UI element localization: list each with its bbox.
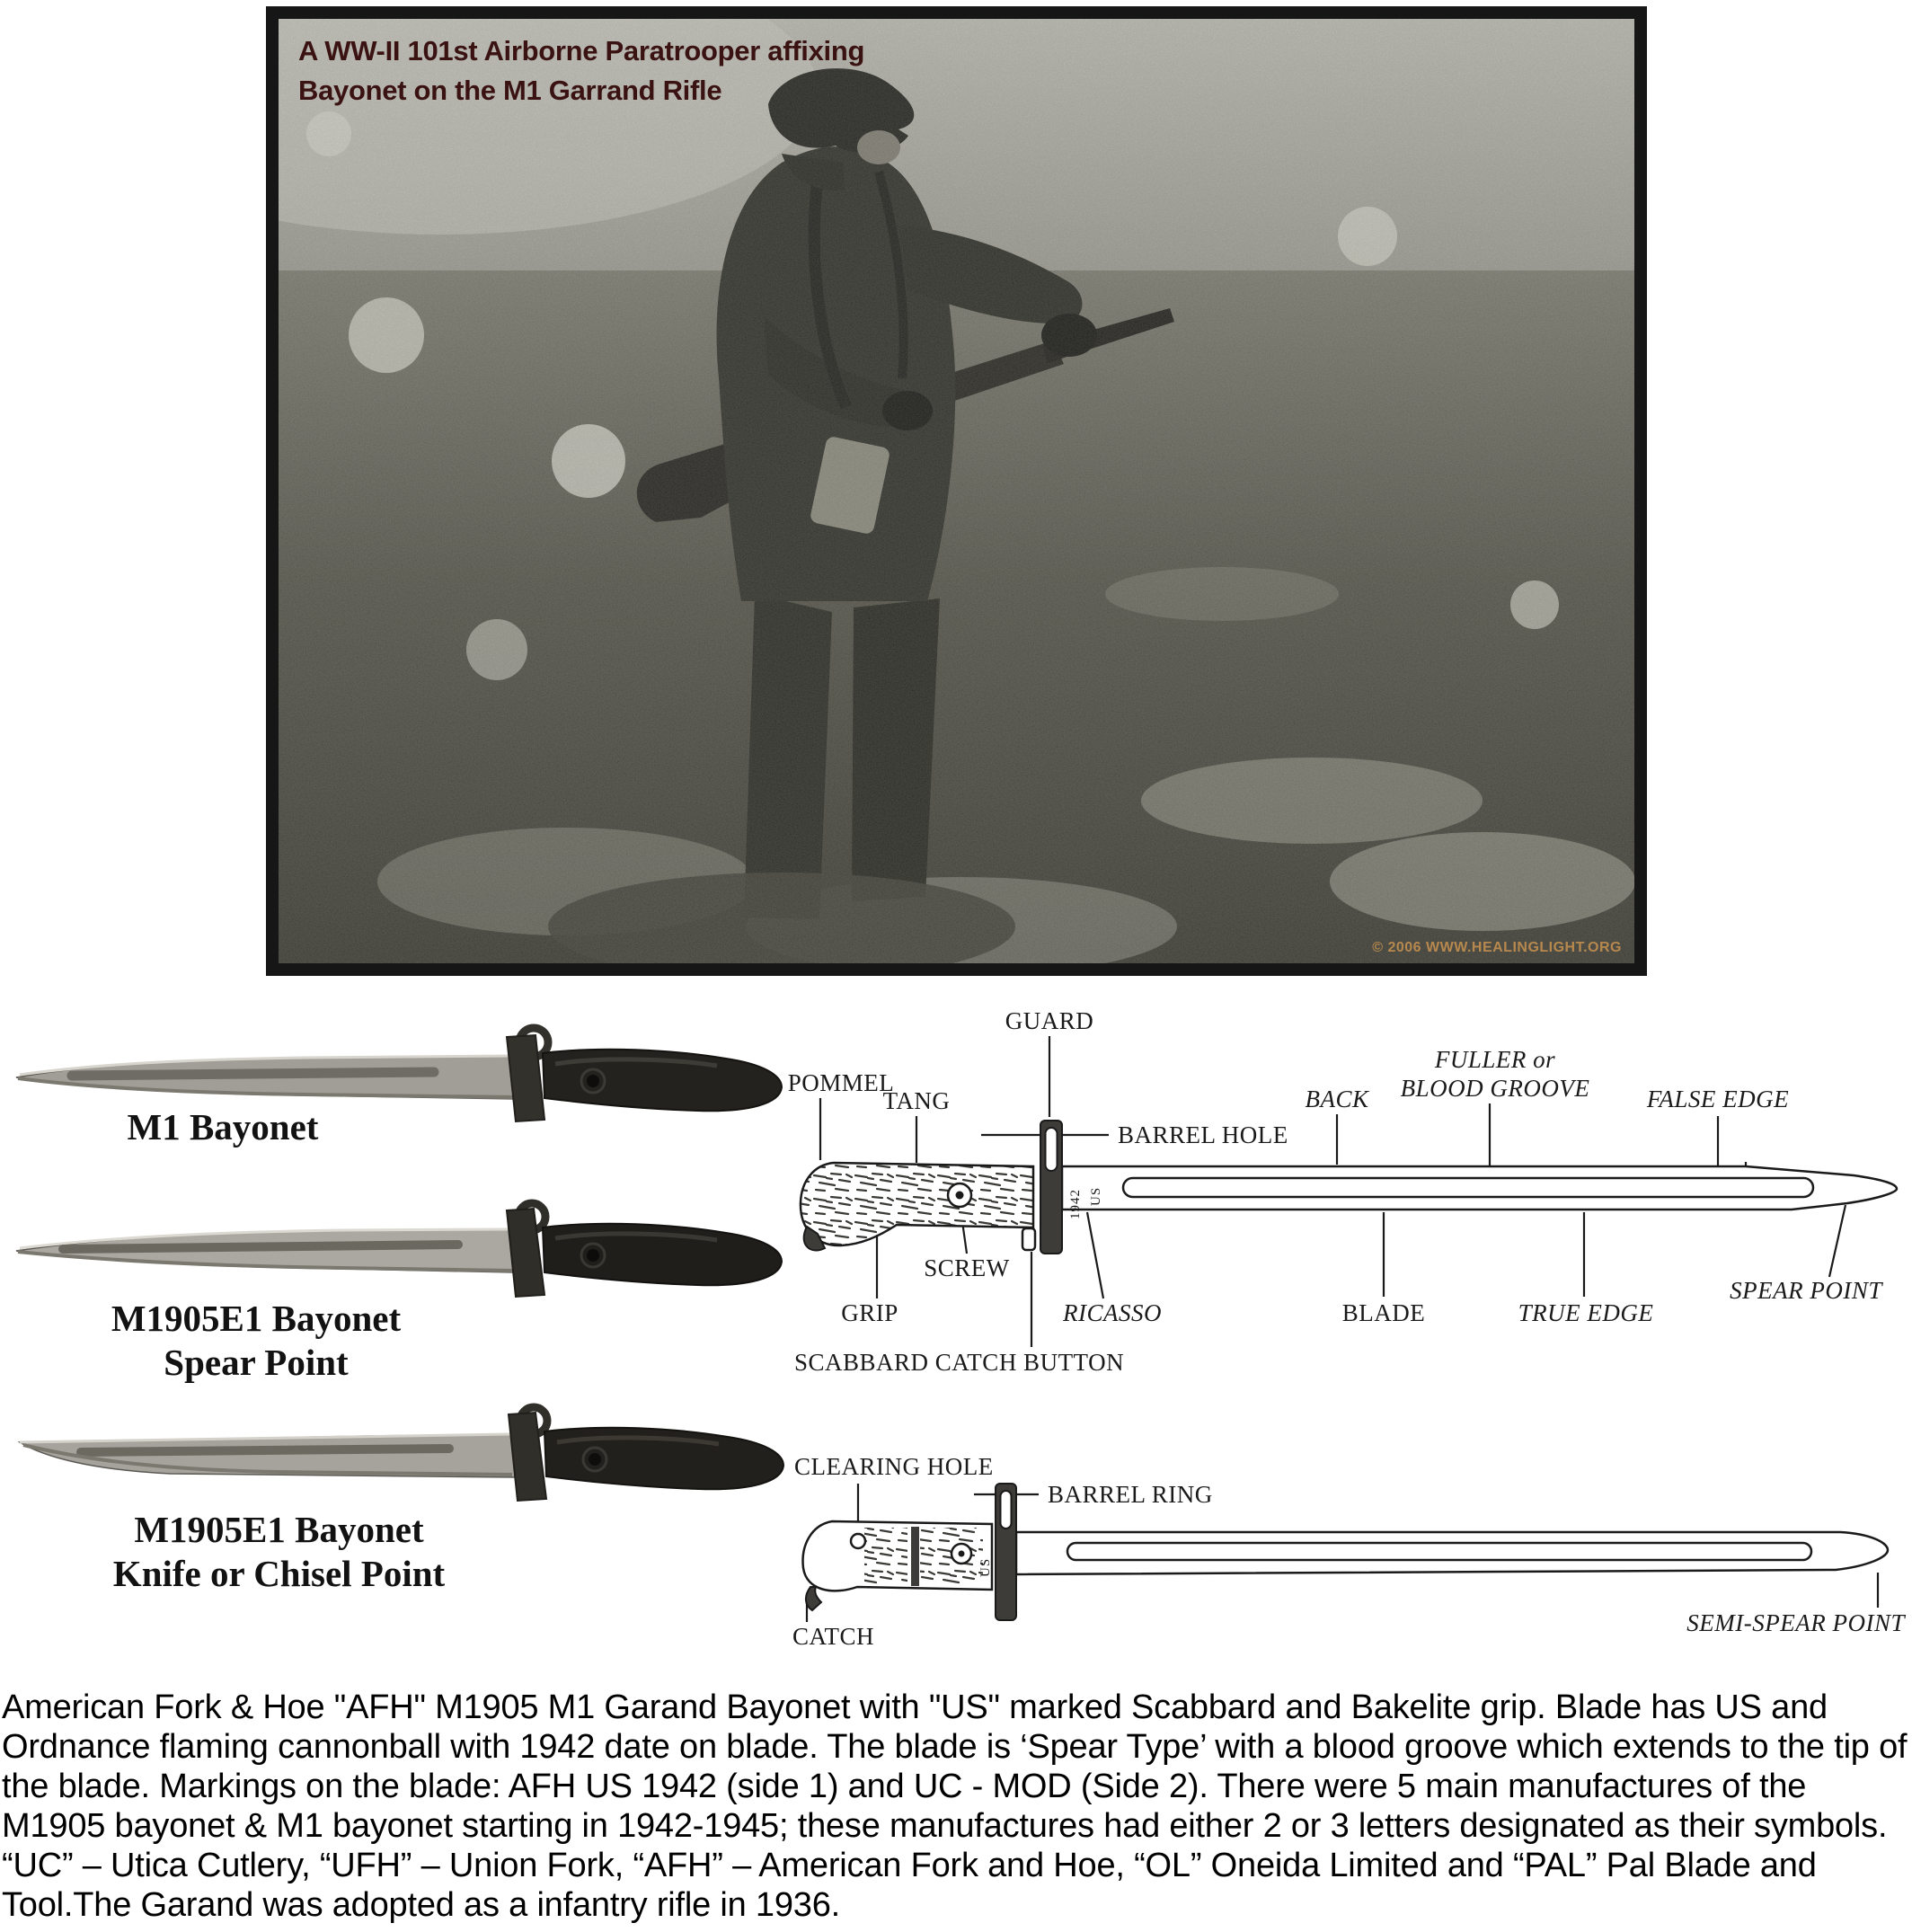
blade-marking-us: US bbox=[1089, 1186, 1103, 1206]
label-false-edge: FALSE EDGE bbox=[1646, 1086, 1790, 1112]
fuller-outline bbox=[1067, 1543, 1811, 1560]
photo-scene bbox=[279, 19, 1634, 963]
fuller-outline bbox=[1123, 1178, 1813, 1197]
label-semi-spear-point: SEMI-SPEAR POINT bbox=[1686, 1609, 1905, 1636]
photo-caption-line-1: A WW-II 101st Airborne Paratrooper affixing bbox=[298, 35, 865, 66]
label-spear-point: SPEAR POINT bbox=[1730, 1277, 1882, 1304]
label-screw: SCREW bbox=[924, 1254, 1010, 1281]
clearing-hole-shape bbox=[851, 1534, 865, 1548]
label-m1-bayonet bbox=[106, 1105, 340, 1149]
label-scabbard-catch-button: SCABBARD CATCH BUTTON bbox=[794, 1349, 1125, 1376]
grip-band bbox=[911, 1527, 919, 1586]
grip-outline bbox=[801, 1163, 1033, 1245]
catch-hook bbox=[806, 1587, 821, 1610]
bayonet-photo-m1905e1-chisel bbox=[9, 1391, 791, 1526]
blade-marking-us: US bbox=[978, 1557, 993, 1577]
label-line: Spear Point bbox=[164, 1342, 349, 1383]
fuller-groove bbox=[63, 1245, 458, 1249]
label-guard: GUARD bbox=[1005, 1007, 1094, 1034]
leader-spear-point bbox=[1829, 1205, 1846, 1277]
bayonet-parts-diagram bbox=[771, 984, 1912, 1653]
leader-ricasso bbox=[1087, 1212, 1103, 1298]
label-pommel: POMMEL bbox=[787, 1069, 895, 1096]
photo-watermark: © 2006 WWW.HEALINGLIGHT.ORG bbox=[1372, 940, 1622, 955]
label-clearing-hole: CLEARING HOLE bbox=[794, 1453, 994, 1480]
scabbard-catch-button-shape bbox=[1022, 1228, 1035, 1250]
label-line: M1 Bayonet bbox=[127, 1106, 319, 1148]
label-barrel-hole: BARREL HOLE bbox=[1118, 1121, 1288, 1148]
paratrooper-photo bbox=[279, 19, 1634, 963]
photo-caption-line-2: Bayonet on the M1 Garrand Rifle bbox=[298, 75, 722, 107]
label-blade: BLADE bbox=[1341, 1299, 1426, 1326]
description-paragraph: American Fork & Hoe "AFH" M1905 M1 Garand Bayonet with "US" marked Scabbard and Bakelite grip. Blade has US and Ordnance flaming cannonball with 1942 date on blade. The blade is ‘Spear Type’ with a blood groove which extends to the tip of the blade. Markings on the blade: AFH US 1942 (side 1) and UC - MOD (Side 2). There were 5 main manufactures of the M1905 bayonet & M1 bayonet starting in 1942-1945; these manufactures had either 2 or 3 letters designated as their symbols. “UC” – Utica Cutlery, “UFH” – Union Fork, “AFH” – American Fork and Hoe, “OL” Oneida Limited and “PAL” Pal Blade and Tool.The Garand was adopted as a infantry rifle in 1936. bbox=[2, 1688, 1908, 1924]
label-barrel-ring: BARREL RING bbox=[1048, 1481, 1213, 1508]
label-line: Knife or Chisel Point bbox=[112, 1553, 446, 1594]
parts-diagram-reverse-view bbox=[792, 1453, 1906, 1650]
screw-center bbox=[959, 1551, 965, 1557]
grip-screw bbox=[587, 1075, 599, 1087]
guard-shape bbox=[509, 1413, 546, 1501]
label-fuller-line1: FULLER or bbox=[1434, 1046, 1556, 1073]
grip-screw bbox=[587, 1249, 599, 1262]
label-line: M1905E1 Bayonet bbox=[111, 1298, 402, 1339]
label-tang: TANG bbox=[882, 1087, 951, 1114]
guard-shape bbox=[507, 1209, 544, 1297]
label-m1905e1-chisel bbox=[79, 1508, 479, 1596]
label-line: M1905E1 Bayonet bbox=[134, 1509, 424, 1550]
guard-shape bbox=[507, 1035, 544, 1121]
screw-center bbox=[956, 1192, 964, 1200]
parts-diagram-side-view bbox=[788, 1007, 1897, 1376]
label-grip: GRIP bbox=[841, 1299, 898, 1326]
grain-light bbox=[279, 19, 1634, 963]
label-m1905e1-spear bbox=[85, 1297, 427, 1385]
barrel-hole-slot bbox=[1046, 1128, 1058, 1171]
photo-caption bbox=[298, 31, 864, 111]
barrel-ring-slot bbox=[1001, 1491, 1012, 1529]
fuller-groove bbox=[81, 1449, 449, 1452]
label-true-edge: TRUE EDGE bbox=[1518, 1299, 1654, 1326]
fuller-groove bbox=[72, 1072, 434, 1076]
grip-panel-left bbox=[864, 1528, 907, 1585]
blade-marking-year: 1942 bbox=[1068, 1189, 1083, 1219]
label-ricasso: RICASSO bbox=[1063, 1299, 1162, 1326]
photo-frame bbox=[266, 6, 1647, 976]
label-back: BACK bbox=[1305, 1086, 1369, 1112]
grip-screw bbox=[589, 1453, 601, 1466]
label-fuller-line2: BLOOD GROOVE bbox=[1400, 1075, 1590, 1102]
label-catch: CATCH bbox=[792, 1623, 875, 1650]
